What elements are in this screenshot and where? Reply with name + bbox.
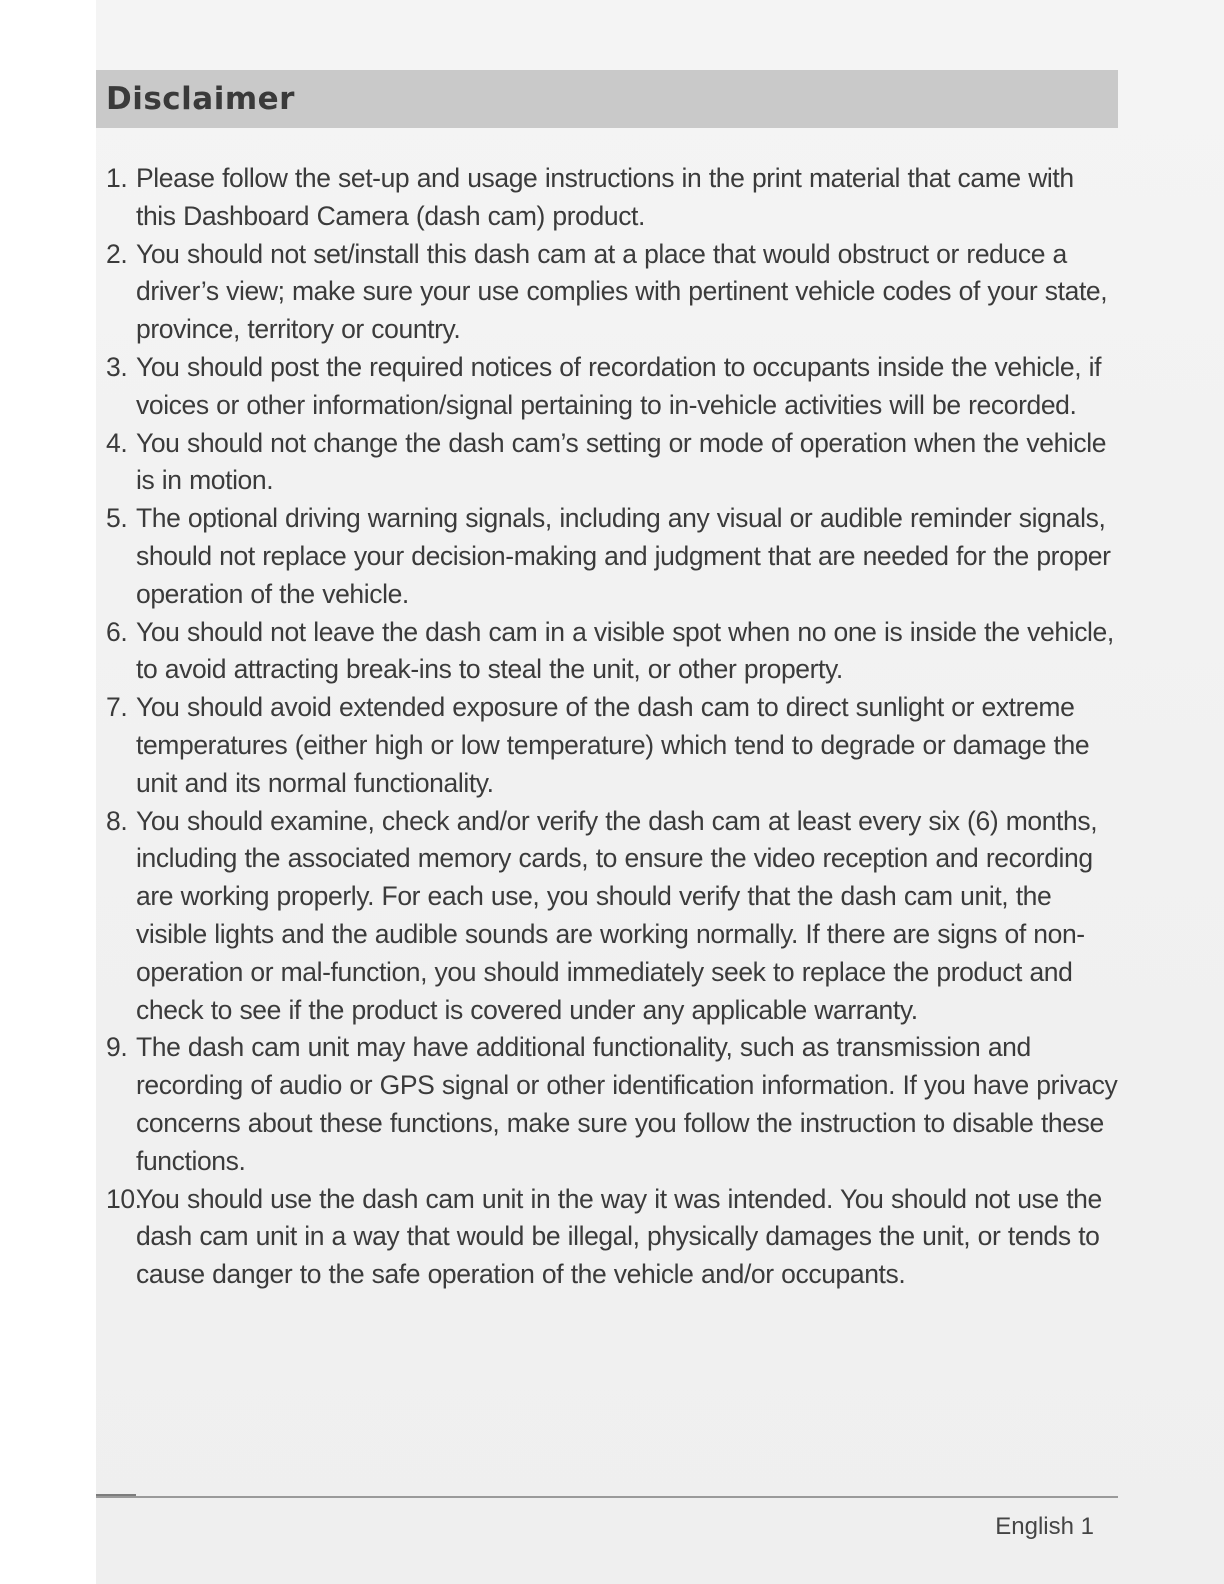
item-number: 10. (106, 1183, 142, 1214)
item-text: You should examine, check and/or verify the dash cam at least every six (6) months, including the associated memory cards, to ensure the video reception and recording are working properly. For each use, you should verify that the dash cam unit, the visible lights and the audible sounds are working normally. If there are signs of non-operation or mal-function, you should immediately seek to replace the product and check to see if the product is covered under any applicable warranty. (136, 805, 1098, 1025)
item-number: 5. (106, 503, 128, 534)
list-item (108, 160, 1120, 236)
item-text: Please follow the set-up and usage instructions in the print material that came with this Dashboard Camera (dash cam) product. (136, 163, 1074, 231)
list-item (108, 614, 1120, 690)
item-number: 1. (106, 163, 128, 193)
disclaimer-list (108, 160, 1120, 1294)
list-item (108, 803, 1120, 1030)
list-item (108, 236, 1120, 349)
item-text: You should use the dash cam unit in the way it was intended. You should not use the dash cam unit in a way that would be illegal, physically damages the unit, or tends to cause danger to the safe operation of the vehicle and/or occupants. (136, 1183, 1102, 1290)
item-number: 3. (106, 351, 128, 382)
footer-divider (96, 1496, 1118, 1498)
item-number: 4. (106, 427, 128, 458)
list-item (108, 425, 1120, 501)
page-number-label: English 1 (995, 1513, 1094, 1540)
item-number: 7. (106, 692, 128, 723)
item-text: You should post the required notices of recordation to occupants inside the vehicle, if voices or other information/signal pertaining to in-vehicle activities will be recorded. (136, 351, 1102, 420)
list-item (108, 689, 1120, 802)
list-item (108, 1181, 1120, 1294)
item-text: You should not change the dash cam’s setting or mode of operation when the vehicle is in motion. (136, 427, 1107, 496)
manual-page (96, 0, 1224, 1584)
item-number: 2. (106, 238, 128, 269)
item-number: 6. (106, 616, 128, 647)
list-item (108, 500, 1120, 613)
list-item (108, 349, 1120, 425)
item-number: 9. (106, 1032, 128, 1063)
item-text: You should not set/install this dash cam at a place that would obstruct or reduce a driver’s view; make sure your use complies with pertinent vehicle codes of your state, province, territory or country. (136, 238, 1108, 345)
section-title: Disclaimer (106, 81, 295, 117)
section-header-bar (96, 70, 1118, 128)
item-text: The dash cam unit may have additional functionality, such as transmission and recording of audio or GPS signal or other identification information. If you have privacy concerns about these functions, make sure you follow the instruction to disable these functions. (136, 1032, 1118, 1176)
item-text: You should avoid extended exposure of the dash cam to direct sunlight or extreme temperatures (either high or low temperature) which tend to degrade or damage the unit and its normal functionality. (136, 692, 1090, 798)
scan-margin (0, 0, 96, 1584)
item-text: The optional driving warning signals, including any visual or audible reminder signals, should not replace your decision-making and judgment that are needed for the proper operation of the vehicle. (136, 503, 1111, 609)
item-text: You should not leave the dash cam in a visible spot when no one is inside the vehicle, to avoid attracting break-ins to steal the unit, or other property. (136, 616, 1114, 685)
item-number: 8. (106, 805, 128, 836)
list-item (108, 1029, 1120, 1180)
